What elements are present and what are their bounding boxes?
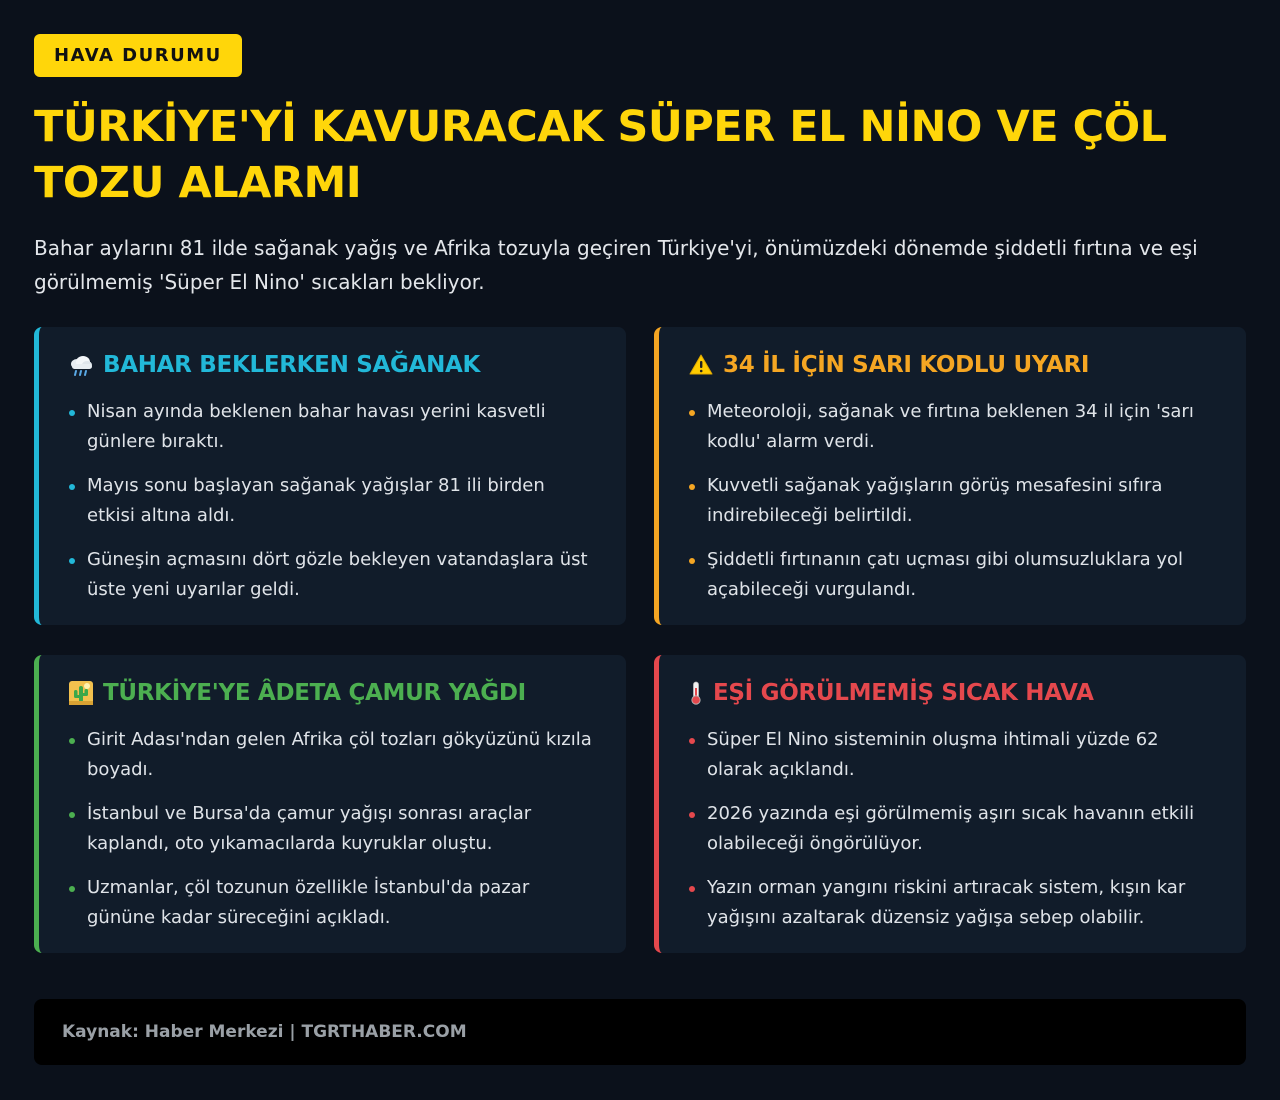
cards-grid [34, 327, 1246, 953]
card-heat [654, 655, 1246, 953]
card-warning [654, 327, 1246, 625]
list-item: Girit Adası'ndan gelen Afrika çöl tozları gökyüzünü kızıla boyadı. [67, 725, 598, 785]
card-title-text: 34 İL İÇİN SARI KODLU UYARI [723, 352, 1090, 378]
card-dust [34, 655, 626, 953]
list-item: Şiddetli fırtınanın çatı uçması gibi olumsuzluklara yol açabileceği vurgulandı. [687, 545, 1218, 605]
list-item: Uzmanlar, çöl tozunun özellikle İstanbul'da pazar gününe kadar süreceğini açıkladı. [67, 873, 598, 933]
list-item: 2026 yazında eşi görülmemiş aşırı sıcak havanın etkili olabileceği öngörülüyor. [687, 799, 1218, 859]
lead-paragraph: Bahar aylarını 81 ilde sağanak yağış ve Afrika tozuyla geçiren Türkiye'yi, önümüzdeki dönemde şiddetli fırtına ve eşi görülmemiş 'Süper El Nino' sıcakları bekliyor. [34, 236, 1198, 294]
source-footer [34, 999, 1246, 1065]
list-item: Güneşin açmasını dört gözle bekleyen vatandaşlara üst üste yeni uyarılar geldi. [67, 545, 598, 605]
list-item: Süper El Nino sisteminin oluşma ihtimali yüzde 62 olarak açıklandı. [687, 725, 1218, 785]
list-item: Yazın orman yangını riskini artıracak sistem, kışın kar yağışını azaltarak düzensiz yağışa sebep olabilir. [687, 873, 1218, 933]
list-item: Nisan ayında beklenen bahar havası yerini kasvetli günlere bıraktı. [67, 397, 598, 457]
source-text: Kaynak: Haber Merkezi | TGRTHABER.COM [62, 1022, 467, 1042]
bullet-list [687, 397, 1218, 605]
bullet-list [67, 397, 598, 605]
card-title-text: TÜRKİYE'YE ÂDETA ÇAMUR YAĞDI [103, 680, 526, 706]
list-item: Mayıs sonu başlayan sağanak yağışlar 81 ili birden etkisi altına aldı. [67, 471, 598, 531]
card-title [67, 351, 598, 379]
list-item: Meteoroloji, sağanak ve fırtına beklenen 34 il için 'sarı kodlu' alarm verdi. [687, 397, 1218, 457]
bullet-list [67, 725, 598, 933]
card-rain [34, 327, 626, 625]
bullet-list [687, 725, 1218, 933]
card-title [67, 679, 598, 707]
page-title: TÜRKİYE'Yİ KAVURACAK SÜPER EL NİNO VE ÇÖL TOZU ALARMI [34, 102, 1167, 208]
card-title-text: EŞİ GÖRÜLMEMİŞ SICAK HAVA [713, 680, 1094, 706]
category-badge: HAVA DURUMU [34, 34, 242, 77]
thermometer-icon [687, 679, 705, 707]
rain-cloud-icon [67, 351, 95, 379]
list-item: İstanbul ve Bursa'da çamur yağışı sonrası araçlar kaplandı, oto yıkamacılarda kuyruklar oluştu. [67, 799, 598, 859]
card-title [687, 679, 1218, 707]
card-title [687, 351, 1218, 379]
card-title-text: BAHAR BEKLERKEN SAĞANAK [103, 352, 481, 378]
desert-icon [67, 679, 95, 707]
warning-icon [687, 351, 715, 379]
list-item: Kuvvetli sağanak yağışların görüş mesafesini sıfıra indirebileceği belirtildi. [687, 471, 1218, 531]
